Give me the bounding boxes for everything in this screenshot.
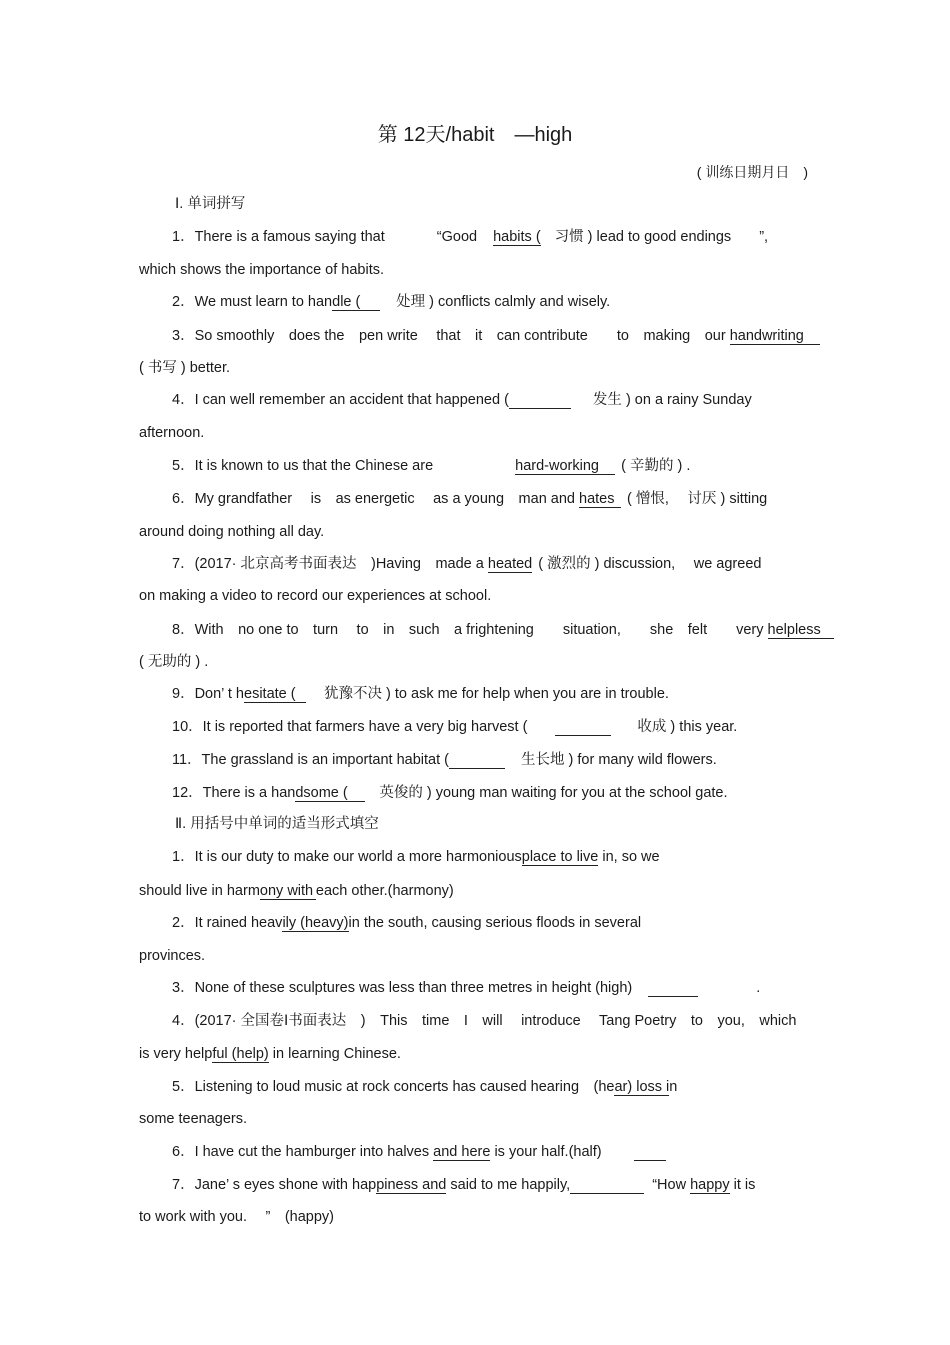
q1-12: 12．There is a handsome ( 英俊的 ) young man waiting for you at the school gate.: [172, 785, 728, 801]
answer-blank: [555, 719, 611, 736]
answer-blank: [509, 392, 571, 409]
q1-1-line1: 1．There is a famous saying that “Good habits ( 习惯 ) lead to good endings ”,: [172, 229, 769, 245]
answer-blank: ful (help): [212, 1046, 269, 1062]
q2-7-line2: to work with you. ” (happy): [139, 1209, 335, 1225]
q2-2-line1: 2．It rained heavily (heavy)in the south, causing serious floods in several: [172, 915, 642, 931]
q1-11: 11．The grassland is an important habitat ( 生长地 ) for many wild flowers.: [172, 752, 717, 768]
answer-blank: [570, 1177, 644, 1194]
q2-5-line2: some teenagers.: [139, 1111, 248, 1127]
answer-blank: dle (: [332, 294, 380, 311]
section-2-heading: Ⅱ. 用括号中单词的适当形式填空: [175, 816, 379, 832]
section-1-heading: Ⅰ. 单词拼写: [175, 196, 246, 212]
answer-blank: [449, 752, 505, 769]
q1-3-line1: 3．So smoothly does the pen write that it can contribute to making our handwriting: [172, 327, 820, 345]
q1-5: 5．It is known to us that the Chinese are hard-working ( 辛勤的 ) .: [172, 458, 691, 474]
answer-blank: helpless: [768, 622, 834, 639]
page-title: 第 12天/habit —high: [377, 124, 573, 146]
q2-1-line1: 1．It is our duty to make our world a more harmoniousplace to live in, so we: [172, 849, 660, 865]
q1-6-line2: around doing nothing all day.: [139, 524, 325, 540]
answer-blank: happy: [690, 1177, 730, 1193]
q1-7-line2: on making a video to record our experiences at school.: [139, 588, 492, 604]
answer-blank: handwriting: [730, 328, 820, 345]
answer-blank: [648, 980, 698, 997]
answer-blank: ar) loss i: [614, 1079, 670, 1095]
answer-blank: piness and: [376, 1177, 447, 1193]
answer-blank: dsome (: [295, 785, 365, 802]
q2-3: 3．None of these sculptures was less than three metres in height (high) .: [172, 980, 761, 996]
q2-7-line1: 7．Jane’ s eyes shone with happiness and said to me happily, “How happy it is: [172, 1177, 756, 1193]
answer-blank: hates: [579, 491, 621, 508]
q2-5-line1: 5．Listening to loud music at rock concerts has caused hearing (hear) loss in: [172, 1079, 678, 1095]
answer-blank: [634, 1144, 666, 1161]
answer-blank: esitate (: [244, 686, 306, 703]
answer-blank: and here: [433, 1144, 491, 1160]
answer-blank: ony with: [260, 883, 316, 900]
q1-7-line1: 7．(2017· 北京高考书面表达 )Having made a heated ( 激烈的 ) discussion, we agreed: [172, 556, 762, 572]
q1-3-line2: ( 书写 ) better.: [139, 360, 231, 376]
q1-8-line1: 8．With no one to turn to in such a frightening situation, she felt very helpless: [172, 621, 834, 639]
answer-blank: habits (: [493, 229, 541, 245]
q1-1-line2: which shows the importance of habits.: [139, 262, 385, 278]
answer-blank: ily (heavy): [282, 915, 349, 931]
q1-8-line2: ( 无助的 ) .: [139, 654, 209, 670]
training-date: ( 训练日期月日 ): [696, 164, 808, 180]
answer-blank: hard-working: [515, 458, 615, 475]
answer-blank: place to live: [521, 849, 599, 865]
answer-blank: heated: [487, 556, 533, 572]
q2-1-line2: should live in harmony with each other.(harmony): [139, 883, 454, 899]
q2-4-line1: 4．(2017· 全国卷Ⅰ书面表达 ) This time I will introduce Tang Poetry to you, which: [172, 1013, 797, 1029]
q2-4-line2: is very helpful (help) in learning Chinese.: [139, 1046, 401, 1062]
q1-9: 9．Don’ t hesitate ( 犹豫不决 ) to ask me for help when you are in trouble.: [172, 686, 669, 702]
q2-2-line2: provinces.: [139, 948, 206, 964]
q1-10: 10．It is reported that farmers have a very big harvest ( 收成 ) this year.: [172, 719, 738, 735]
q1-4-line1: 4．I can well remember an accident that happened ( 发生 ) on a rainy Sunday: [172, 392, 752, 408]
q1-4-line2: afternoon.: [139, 425, 205, 441]
q2-6: 6．I have cut the hamburger into halves and here is your half.(half): [172, 1143, 666, 1161]
q1-2: 2．We must learn to handle ( 处理 ) conflicts calmly and wisely.: [172, 294, 611, 310]
q1-6-line1: 6．My grandfather is as energetic as a young man and hates ( 憎恨, 讨厌 ) sitting: [172, 491, 768, 507]
